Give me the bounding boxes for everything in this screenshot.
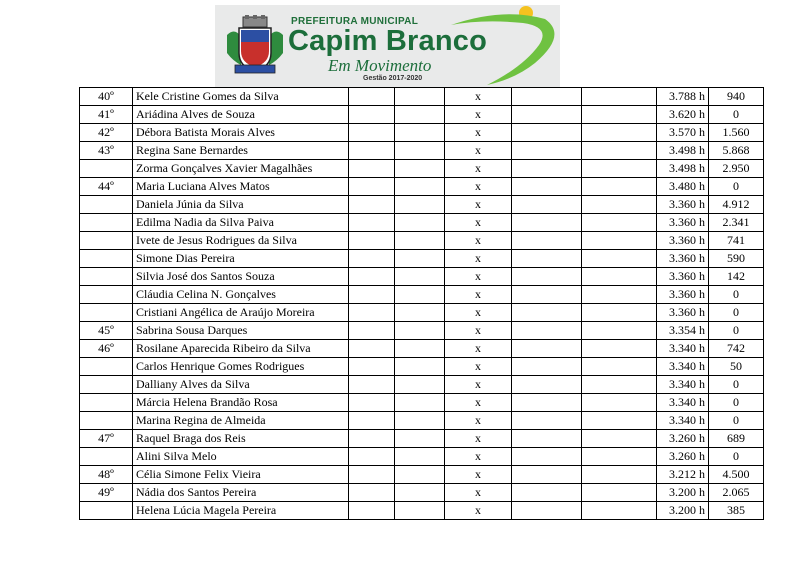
table-row [80,214,764,232]
points-cell: 590 [709,250,764,268]
hours-cell: 3.360 h [657,304,709,322]
table-row [80,142,764,160]
empty-cell [349,412,395,430]
name-cell: Ivete de Jesus Rodrigues da Silva [133,232,349,250]
rank-cell [80,214,133,232]
ranking-table [79,87,764,520]
empty-cell [395,376,445,394]
table-row [80,358,764,376]
hours-cell: 3.360 h [657,268,709,286]
points-cell: 0 [709,394,764,412]
points-cell: 385 [709,502,764,520]
rank-cell [80,502,133,520]
points-cell: 1.560 [709,124,764,142]
empty-cell [512,178,582,196]
name-cell: Cristiani Angélica de Araújo Moreira [133,304,349,322]
hours-cell: 3.360 h [657,196,709,214]
empty-cell [582,160,657,178]
rank-cell [80,196,133,214]
rank-cell [80,232,133,250]
rank-cell: 46º [80,340,133,358]
empty-cell [582,304,657,322]
empty-cell [512,466,582,484]
rank-cell: 42º [80,124,133,142]
points-cell: 4.912 [709,196,764,214]
points-cell: 50 [709,358,764,376]
empty-cell [582,466,657,484]
hours-cell: 3.200 h [657,502,709,520]
empty-cell [349,250,395,268]
mark-cell: x [445,196,512,214]
empty-cell [349,160,395,178]
hours-cell: 3.200 h [657,484,709,502]
empty-cell [582,142,657,160]
empty-cell [395,412,445,430]
rank-cell: 40º [80,88,133,106]
hours-cell: 3.340 h [657,358,709,376]
table-row [80,376,764,394]
empty-cell [582,124,657,142]
empty-cell [349,142,395,160]
empty-cell [395,286,445,304]
empty-cell [349,232,395,250]
empty-cell [512,448,582,466]
empty-cell [512,358,582,376]
empty-cell [512,430,582,448]
points-cell: 4.500 [709,466,764,484]
rank-cell [80,286,133,304]
empty-cell [582,106,657,124]
empty-cell [512,268,582,286]
empty-cell [395,340,445,358]
rank-cell [80,268,133,286]
name-cell: Ariádina Alves de Souza [133,106,349,124]
empty-cell [349,286,395,304]
city-name: Capim Branco [288,25,487,57]
table-row [80,412,764,430]
empty-cell [349,196,395,214]
points-cell: 0 [709,412,764,430]
municipality-label: PREFEITURA MUNICIPAL [291,16,419,27]
mark-cell: x [445,268,512,286]
name-cell: Regina Sane Bernardes [133,142,349,160]
table-row [80,430,764,448]
empty-cell [349,214,395,232]
empty-cell [582,232,657,250]
mark-cell: x [445,376,512,394]
points-cell: 142 [709,268,764,286]
empty-cell [395,358,445,376]
name-cell: Edilma Nadia da Silva Paiva [133,214,349,232]
rank-cell [80,304,133,322]
empty-cell [395,178,445,196]
empty-cell [395,124,445,142]
name-cell: Simone Dias Pereira [133,250,349,268]
empty-cell [395,268,445,286]
rank-cell [80,376,133,394]
table-row [80,268,764,286]
points-cell: 689 [709,430,764,448]
hours-cell: 3.260 h [657,448,709,466]
empty-cell [395,160,445,178]
empty-cell [395,430,445,448]
points-cell: 0 [709,178,764,196]
empty-cell [582,322,657,340]
empty-cell [512,124,582,142]
mark-cell: x [445,466,512,484]
empty-cell [395,484,445,502]
mark-cell: x [445,430,512,448]
empty-cell [349,124,395,142]
mark-cell: x [445,214,512,232]
name-cell: Cláudia Celina N. Gonçalves [133,286,349,304]
empty-cell [349,322,395,340]
mark-cell: x [445,448,512,466]
administration-term: Gestão 2017-2020 [363,75,423,82]
empty-cell [512,322,582,340]
hours-cell: 3.360 h [657,286,709,304]
empty-cell [512,250,582,268]
empty-cell [582,88,657,106]
empty-cell [349,340,395,358]
table-row [80,250,764,268]
empty-cell [582,430,657,448]
points-cell: 0 [709,106,764,124]
table-row [80,322,764,340]
points-cell: 2.065 [709,484,764,502]
mark-cell: x [445,412,512,430]
table-row [80,196,764,214]
hours-cell: 3.260 h [657,430,709,448]
table-row [80,502,764,520]
empty-cell [582,196,657,214]
name-cell: Helena Lúcia Magela Pereira [133,502,349,520]
rank-cell [80,394,133,412]
mark-cell: x [445,502,512,520]
rank-cell [80,448,133,466]
hours-cell: 3.340 h [657,340,709,358]
empty-cell [512,232,582,250]
empty-cell [395,142,445,160]
empty-cell [582,502,657,520]
rank-cell [80,412,133,430]
table-row [80,124,764,142]
points-cell: 0 [709,376,764,394]
mark-cell: x [445,160,512,178]
rank-cell [80,160,133,178]
rank-cell: 49º [80,484,133,502]
name-cell: Maria Luciana Alves Matos [133,178,349,196]
rank-cell: 44º [80,178,133,196]
empty-cell [349,394,395,412]
empty-cell [395,232,445,250]
rank-cell: 41º [80,106,133,124]
empty-cell [582,394,657,412]
empty-cell [349,502,395,520]
hours-cell: 3.360 h [657,214,709,232]
empty-cell [395,304,445,322]
table-row [80,484,764,502]
table-row [80,448,764,466]
rank-cell [80,250,133,268]
mark-cell: x [445,286,512,304]
name-cell: Dalliany Alves da Silva [133,376,349,394]
motto: Em Movimento [328,56,432,75]
points-cell: 0 [709,322,764,340]
mark-cell: x [445,88,512,106]
name-cell: Kele Cristine Gomes da Silva [133,88,349,106]
name-cell: Marina Regina de Almeida [133,412,349,430]
table-row [80,304,764,322]
empty-cell [349,358,395,376]
empty-cell [395,466,445,484]
rank-cell: 43º [80,142,133,160]
empty-cell [512,106,582,124]
rank-cell: 48º [80,466,133,484]
name-cell: Débora Batista Morais Alves [133,124,349,142]
hours-cell: 3.498 h [657,160,709,178]
name-cell: Carlos Henrique Gomes Rodrigues [133,358,349,376]
empty-cell [512,160,582,178]
empty-cell [395,322,445,340]
empty-cell [512,376,582,394]
mark-cell: x [445,304,512,322]
hours-cell: 3.480 h [657,178,709,196]
empty-cell [512,304,582,322]
empty-cell [582,178,657,196]
ranking-table-body [80,88,764,520]
hours-cell: 3.498 h [657,142,709,160]
empty-cell [512,502,582,520]
empty-cell [349,178,395,196]
empty-cell [395,214,445,232]
empty-cell [395,250,445,268]
hours-cell: 3.570 h [657,124,709,142]
hours-cell: 3.212 h [657,466,709,484]
empty-cell [582,412,657,430]
points-cell: 0 [709,304,764,322]
empty-cell [395,196,445,214]
points-cell: 742 [709,340,764,358]
empty-cell [512,88,582,106]
hours-cell: 3.340 h [657,394,709,412]
points-cell: 2.341 [709,214,764,232]
mark-cell: x [445,394,512,412]
empty-cell [512,412,582,430]
empty-cell [512,340,582,358]
mark-cell: x [445,142,512,160]
empty-cell [349,466,395,484]
mark-cell: x [445,322,512,340]
empty-cell [582,448,657,466]
empty-cell [395,106,445,124]
empty-cell [582,286,657,304]
name-cell: Nádia dos Santos Pereira [133,484,349,502]
empty-cell [349,448,395,466]
empty-cell [395,394,445,412]
empty-cell [582,268,657,286]
empty-cell [582,250,657,268]
table-row [80,106,764,124]
empty-cell [512,142,582,160]
table-row [80,466,764,484]
table-row [80,160,764,178]
empty-cell [512,484,582,502]
hours-cell: 3.620 h [657,106,709,124]
hours-cell: 3.360 h [657,250,709,268]
letterhead [215,5,560,87]
empty-cell [582,358,657,376]
hours-cell: 3.340 h [657,376,709,394]
empty-cell [582,484,657,502]
name-cell: Célia Simone Felix Vieira [133,466,349,484]
name-cell: Silvia José dos Santos Souza [133,268,349,286]
empty-cell [349,88,395,106]
empty-cell [349,304,395,322]
empty-cell [349,430,395,448]
coat-of-arms-icon [223,15,287,77]
empty-cell [349,376,395,394]
empty-cell [582,214,657,232]
points-cell: 0 [709,448,764,466]
mark-cell: x [445,484,512,502]
table-row [80,88,764,106]
mark-cell: x [445,232,512,250]
empty-cell [512,196,582,214]
name-cell: Zorma Gonçalves Xavier Magalhães [133,160,349,178]
mark-cell: x [445,340,512,358]
points-cell: 741 [709,232,764,250]
empty-cell [349,106,395,124]
name-cell: Daniela Júnia da Silva [133,196,349,214]
swoosh-logo-icon [443,5,560,87]
hours-cell: 3.354 h [657,322,709,340]
empty-cell [349,484,395,502]
points-cell: 0 [709,286,764,304]
empty-cell [395,88,445,106]
rank-cell: 47º [80,430,133,448]
hours-cell: 3.360 h [657,232,709,250]
mark-cell: x [445,106,512,124]
empty-cell [582,340,657,358]
table-row [80,178,764,196]
table-row [80,232,764,250]
points-cell: 940 [709,88,764,106]
mark-cell: x [445,250,512,268]
empty-cell [349,268,395,286]
empty-cell [512,286,582,304]
name-cell: Rosilane Aparecida Ribeiro da Silva [133,340,349,358]
table-row [80,340,764,358]
table-row [80,394,764,412]
mark-cell: x [445,178,512,196]
name-cell: Sabrina Sousa Darques [133,322,349,340]
points-cell: 5.868 [709,142,764,160]
hours-cell: 3.340 h [657,412,709,430]
empty-cell [512,394,582,412]
name-cell: Alini Silva Melo [133,448,349,466]
rank-cell: 45º [80,322,133,340]
mark-cell: x [445,358,512,376]
hours-cell: 3.788 h [657,88,709,106]
empty-cell [582,376,657,394]
name-cell: Márcia Helena Brandão Rosa [133,394,349,412]
table-row [80,286,764,304]
mark-cell: x [445,124,512,142]
name-cell: Raquel Braga dos Reis [133,430,349,448]
empty-cell [512,214,582,232]
empty-cell [395,502,445,520]
points-cell: 2.950 [709,160,764,178]
empty-cell [395,448,445,466]
rank-cell [80,358,133,376]
